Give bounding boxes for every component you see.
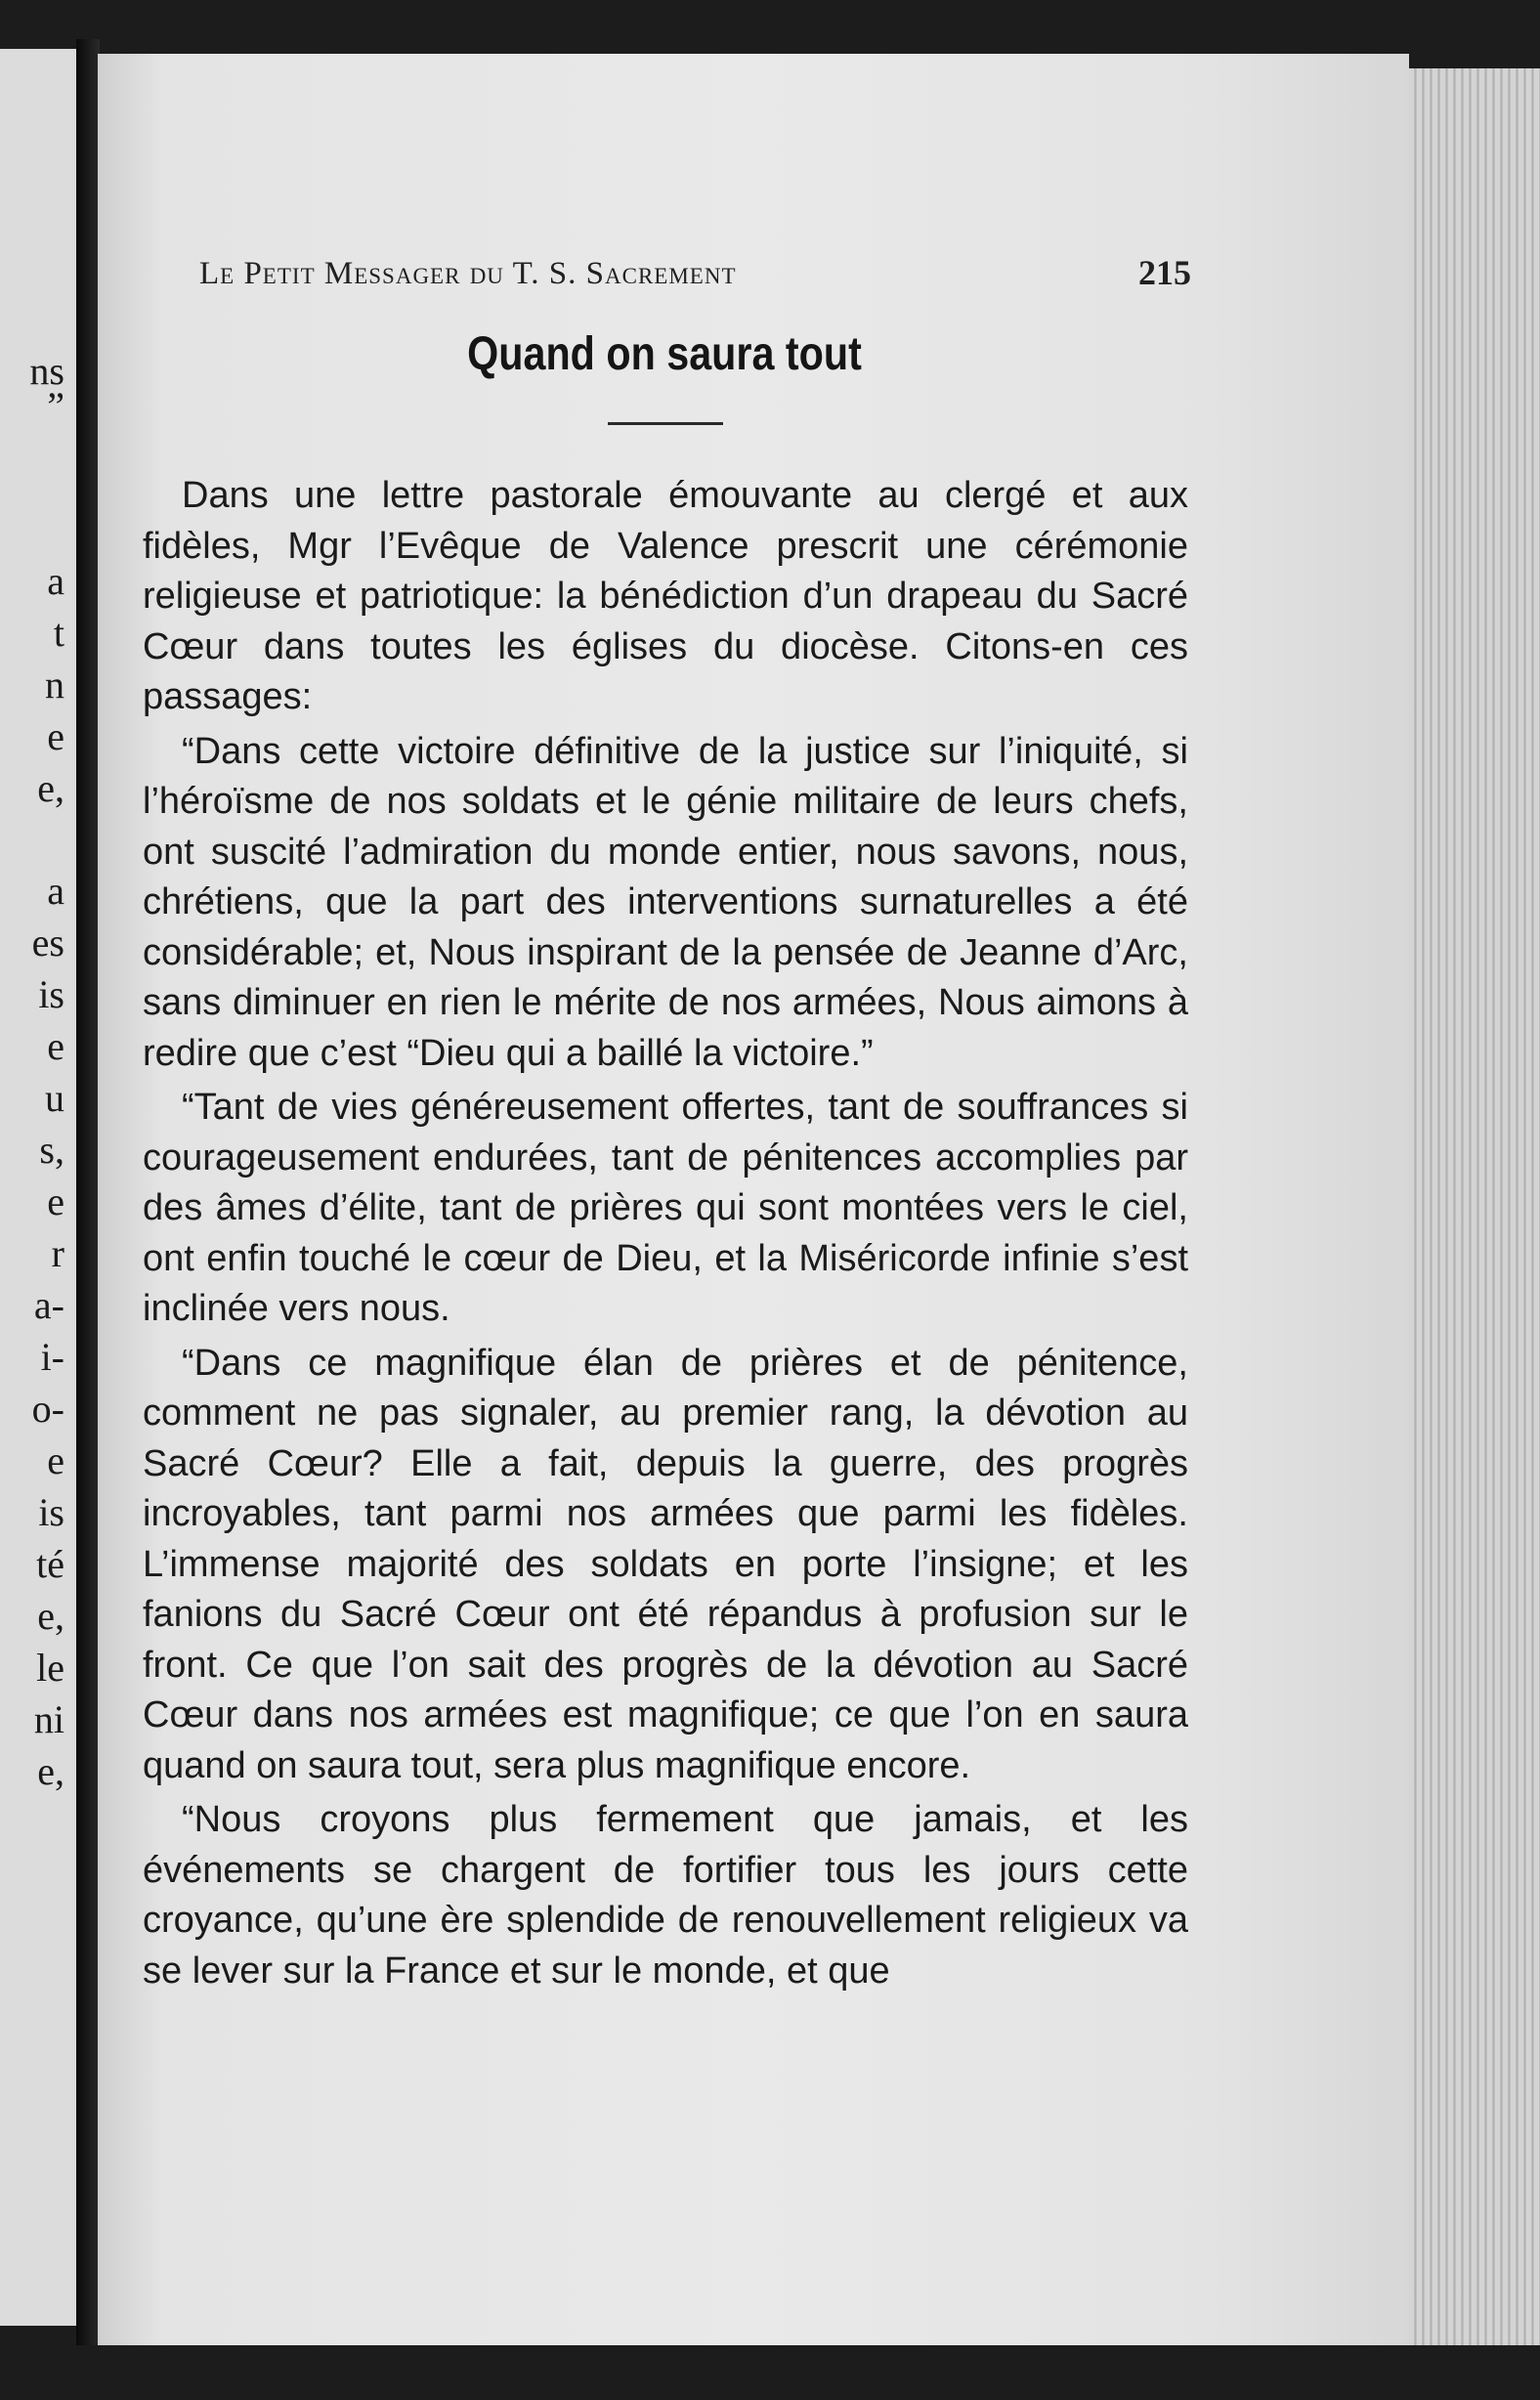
- prev-page-fragment: n: [45, 663, 64, 707]
- page-number: 215: [1138, 253, 1191, 292]
- prev-page-fragment: r: [51, 1231, 64, 1275]
- prev-page-fragment: i-: [40, 1335, 64, 1379]
- prev-page-fragment: ns: [29, 349, 64, 393]
- paragraph: “Dans cette victoire définitive de la justice sur l’iniquité, si l’héroïsme de nos soldats et le génie militaire de leurs chefs, ont suscité l’admiration du monde entier, nous savons, nous, chrétiens, que la part des interventions surnaturelles a été considérable; et, Nous inspirant de la pensée de Jeanne d’Arc, sans diminuer en rien le mérite de nos armées, Nous aimons à redire que c’est “Dieu qui a baillé la victoire.”: [143, 730, 1188, 1074]
- background-band: [0, 2345, 1540, 2400]
- paragraph: “Tant de vies généreusement offertes, tant de souffrances si courageusement endurées, tant de pénitences accomplies par des âmes d’élite, tant de prières qui sont montées vers le ciel, ont enfin touché le cœur de Dieu, et la Miséricorde infinie s’est inclinée vers nous.: [143, 1087, 1188, 1329]
- paragraph: “Nous croyons plus fermement que jamais, et les événements se chargent de fortifier tous les jours cette croyance, qu’une ère splendide de renouvellement religieux va se lever sur la France et sur le monde, et que: [143, 1799, 1188, 1992]
- prev-page-fragment: e: [47, 1024, 64, 1068]
- book-binding-shadow: [76, 39, 100, 2345]
- prev-page-fragment: e: [47, 714, 64, 758]
- prev-page-fragment: e,: [37, 1749, 64, 1793]
- prev-page-fragment: is: [38, 972, 64, 1016]
- article-body: [143, 471, 1188, 2000]
- prev-page-fragment: a: [47, 559, 64, 603]
- paragraph: Dans une lettre pastorale émouvante au clergé et aux fidèles, Mgr l’Evêque de Valence prescrit une cérémonie religieuse et patriotique: la bénédiction d’un drapeau du Sacré Cœur dans toutes les églises du diocèse. Citons-en ces passages:: [143, 475, 1188, 717]
- prev-page-fragment: es: [31, 921, 64, 964]
- previous-page-edge: [0, 49, 76, 2326]
- prev-page-fragment: a: [47, 869, 64, 913]
- prev-page-fragment: e: [47, 1438, 64, 1482]
- running-head: Le Petit Messager du T. S. Sacrement: [199, 256, 737, 291]
- prev-page-fragment: a-: [33, 1283, 64, 1327]
- prev-page-fragment: ”: [47, 384, 64, 428]
- prev-page-fragment: is: [38, 1490, 64, 1534]
- article-title: Quand on saura tout: [467, 328, 862, 380]
- prev-page-fragment: le: [36, 1646, 64, 1690]
- prev-page-fragment: s,: [39, 1128, 64, 1172]
- prev-page-fragment: t: [53, 611, 64, 655]
- prev-page-fragment: u: [45, 1076, 64, 1120]
- prev-page-fragment: té: [36, 1542, 64, 1586]
- prev-page-fragment: e,: [37, 766, 64, 810]
- prev-page-fragment: e: [47, 1179, 64, 1223]
- title-divider: [608, 422, 723, 425]
- paragraph: “Dans ce magnifique élan de prières et de pénitence, comment ne pas signaler, au premier rang, la dévotion au Sacré Cœur? Elle a fait, depuis la guerre, des progrès incroyables, tant parmi nos armées que parmi les fidèles. L’immense majorité des soldats en porte l’insigne; et les fanions du Sacré Cœur ont été répandus à profusion sur le front. Ce que l’on sait des progrès de la dévotion au Sacré Cœur dans nos armées est magnifique; ce que l’on en saura quand on saura tout, sera plus magnifique encore.: [143, 1342, 1188, 1786]
- page-stack-edges: [1409, 68, 1540, 2345]
- prev-page-fragment: o-: [31, 1387, 64, 1431]
- prev-page-fragment: ni: [33, 1697, 64, 1741]
- prev-page-fragment: e,: [37, 1594, 64, 1638]
